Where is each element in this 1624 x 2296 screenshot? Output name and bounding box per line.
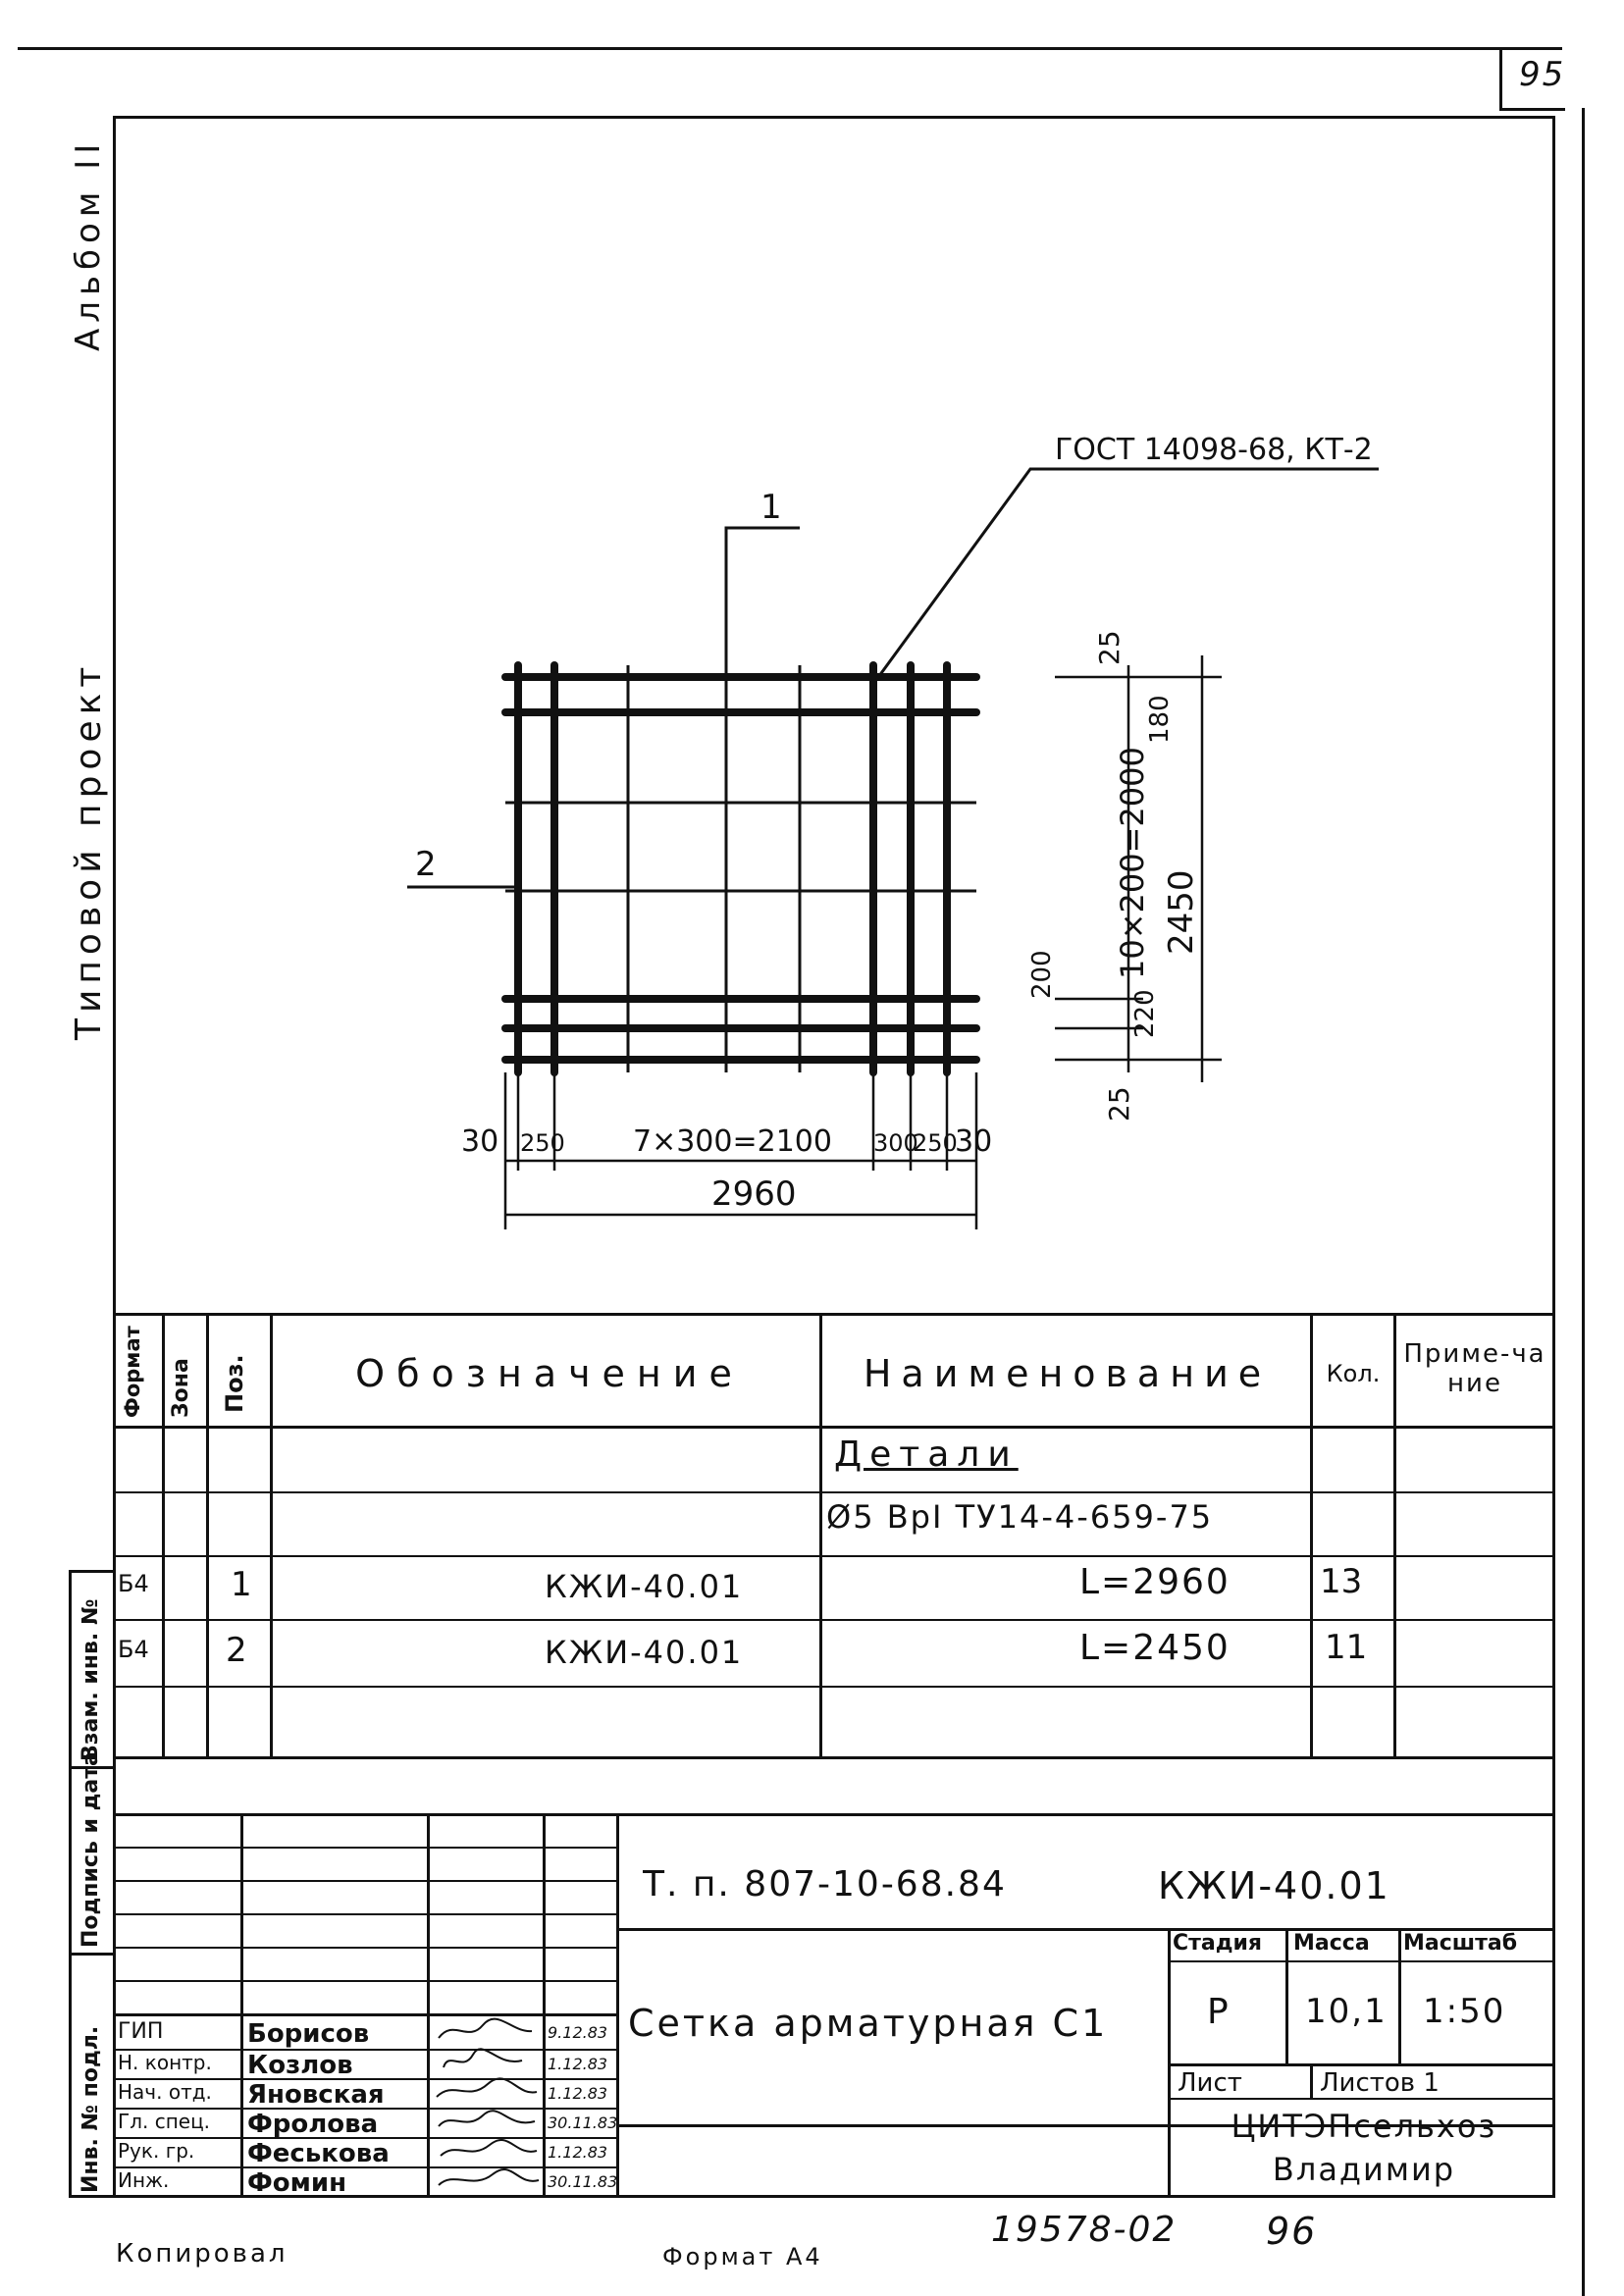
- tb-row-4: [113, 1947, 616, 1949]
- tb-row-1: [113, 1847, 616, 1849]
- transverse-bars: [518, 665, 947, 1072]
- staff-6-role: Инж.: [118, 2168, 170, 2192]
- dim-right-span: 10×200=2000: [1114, 747, 1151, 979]
- staff-3-name: Яновская: [247, 2080, 385, 2110]
- scale-value: 1:50: [1423, 1992, 1506, 2031]
- middle-transverse-bars: [628, 665, 800, 1072]
- dim-bottom-span: 7×300=2100: [633, 1124, 832, 1159]
- staff-5-name: Феськова: [247, 2139, 390, 2168]
- position-2-label: 2: [415, 845, 437, 884]
- header-note: Приме-чание: [1403, 1339, 1546, 1398]
- tb-row-5: [113, 1980, 616, 1982]
- organization: ЦИТЭПсельхоз Владимир: [1231, 2108, 1497, 2188]
- spec-row-line-3: [113, 1619, 1555, 1621]
- staff-1-role: ГИП: [118, 2019, 164, 2044]
- header-designation: Обозначение: [355, 1352, 744, 1395]
- footer-archive-number: 19578-02: [991, 2210, 1178, 2250]
- stage-value: Р: [1207, 1992, 1231, 2032]
- row-1-pos: 1: [231, 1565, 252, 1604]
- row-1-designation: КЖИ-40.01: [545, 1568, 744, 1605]
- right-rule: [1582, 108, 1585, 2296]
- doc-code: КЖИ-40.01: [1158, 1864, 1390, 1907]
- tb-row-3: [113, 1913, 616, 1915]
- tb-col-1: [240, 1813, 243, 2198]
- sheet-number: 95: [1519, 55, 1566, 94]
- staff-1-date: 9.12.83: [548, 2023, 608, 2042]
- footer-page-number: 96: [1266, 2210, 1318, 2253]
- staff-1-name: Борисов: [247, 2019, 370, 2049]
- top-rule: [18, 47, 1562, 50]
- row-2-pos: 2: [226, 1631, 247, 1670]
- tb-info-col-2: [1285, 1928, 1288, 2063]
- dim-right-25-top: 25: [1093, 630, 1126, 665]
- spec-col-line-3: [270, 1313, 273, 1759]
- header-zone: Зона: [169, 1358, 193, 1418]
- staff-2-role: Н. контр.: [118, 2051, 212, 2074]
- tb-col-4: [616, 1813, 619, 2198]
- stamp-signature-label: Подпись и дата: [79, 1751, 103, 1948]
- spec-col-line-4: [819, 1313, 822, 1759]
- staff-3-date: 1.12.83: [548, 2084, 608, 2103]
- mass-value: 10,1: [1305, 1992, 1388, 2031]
- staff-6-name: Фомин: [247, 2168, 347, 2198]
- dim-right-total: 2450: [1162, 869, 1201, 955]
- stamp-inv-label: Инв. № подл.: [79, 2025, 103, 2193]
- row-2-format: Б4: [118, 1636, 149, 1663]
- staff-4-role: Гл. спец.: [118, 2110, 211, 2133]
- dim-bottom-250-right: 250: [913, 1129, 958, 1157]
- row-1-qty: 13: [1320, 1562, 1363, 1601]
- header-qty: Кол.: [1326, 1360, 1381, 1387]
- staff-3-role: Нач. отд.: [118, 2080, 212, 2104]
- album-label: Альбом II: [69, 137, 108, 351]
- staff-4-date: 30.11.83: [548, 2113, 618, 2132]
- project-type-label: Типовой проект: [69, 660, 109, 1040]
- tb-info-row-2: [1168, 2063, 1555, 2066]
- material-spec: Ø5 ВрI ТУ14-4-659-75: [826, 1498, 1214, 1536]
- spec-col-line-1: [162, 1313, 165, 1759]
- spec-col-line-2: [206, 1313, 209, 1759]
- spec-row-line-2: [113, 1555, 1555, 1557]
- gost-label: ГОСТ 14098-68, КТ-2: [1055, 433, 1373, 467]
- footer-copied: Копировал: [116, 2239, 288, 2269]
- section-title: Детали: [834, 1435, 1019, 1475]
- row-2-qty: 11: [1325, 1628, 1368, 1667]
- dim-right-220: 220: [1130, 989, 1160, 1038]
- scale-label: Масштаб: [1403, 1931, 1518, 1956]
- middle-longitudinal-bars: [505, 803, 976, 891]
- stage-label: Стадия: [1173, 1931, 1263, 1956]
- row-1-name: L=2960: [1079, 1562, 1231, 1602]
- staff-6-date: 30.11.83: [548, 2172, 618, 2191]
- dim-right-25-bottom: 25: [1103, 1086, 1135, 1122]
- staff-2-date: 1.12.83: [548, 2055, 608, 2073]
- dim-bottom-30-left: 30: [461, 1124, 499, 1159]
- dim-right-180: 180: [1145, 695, 1175, 744]
- row-1-format: Б4: [118, 1570, 149, 1597]
- mass-label: Масса: [1293, 1931, 1370, 1956]
- staff-4-name: Фролова: [247, 2110, 379, 2139]
- spec-header-line: [113, 1426, 1555, 1429]
- dim-right-200: 200: [1027, 950, 1057, 999]
- mesh-drawing: [113, 116, 1555, 1313]
- dim-total-width: 2960: [711, 1174, 797, 1214]
- tb-col-3: [543, 1813, 546, 2198]
- project-code: Т. п. 807-10-68.84: [643, 1864, 1007, 1905]
- row-2-name: L=2450: [1079, 1628, 1231, 1668]
- staff-5-role: Рук. гр.: [118, 2139, 195, 2163]
- drawing-title: Сетка арматурная С1: [628, 2002, 1109, 2045]
- stamp-replace-label: Взам. инв. №: [79, 1598, 103, 1761]
- dim-bottom-250-left: 250: [520, 1129, 565, 1157]
- row-2-designation: КЖИ-40.01: [545, 1634, 744, 1671]
- header-pos: Поз.: [221, 1354, 248, 1413]
- signatures: [429, 2013, 543, 2198]
- sheets-label: Листов 1: [1320, 2068, 1440, 2098]
- staff-5-date: 1.12.83: [548, 2143, 608, 2162]
- position-1-label: 1: [760, 488, 782, 527]
- spec-row-line-1: [113, 1491, 1555, 1493]
- tb-sheet-divider: [1310, 2063, 1313, 2098]
- footer-format: Формат А4: [662, 2243, 823, 2270]
- tb-info-row-3: [1168, 2098, 1555, 2100]
- longitudinal-bars: [505, 677, 976, 1060]
- staff-2-name: Козлов: [247, 2051, 353, 2080]
- stamp-divider-2: [69, 1953, 116, 1956]
- dim-bottom-300: 300: [873, 1129, 918, 1157]
- header-name: Наименование: [863, 1352, 1272, 1395]
- dim-bottom-30-right: 30: [955, 1124, 993, 1159]
- header-format: Формат: [121, 1326, 144, 1418]
- tb-row-2: [113, 1880, 616, 1882]
- tb-info-row-1: [1168, 1960, 1555, 1962]
- tb-info-col-3: [1398, 1928, 1401, 2063]
- sheet-label: Лист: [1178, 2068, 1242, 2098]
- spec-col-line-6: [1393, 1313, 1396, 1759]
- spec-row-line-4: [113, 1686, 1555, 1688]
